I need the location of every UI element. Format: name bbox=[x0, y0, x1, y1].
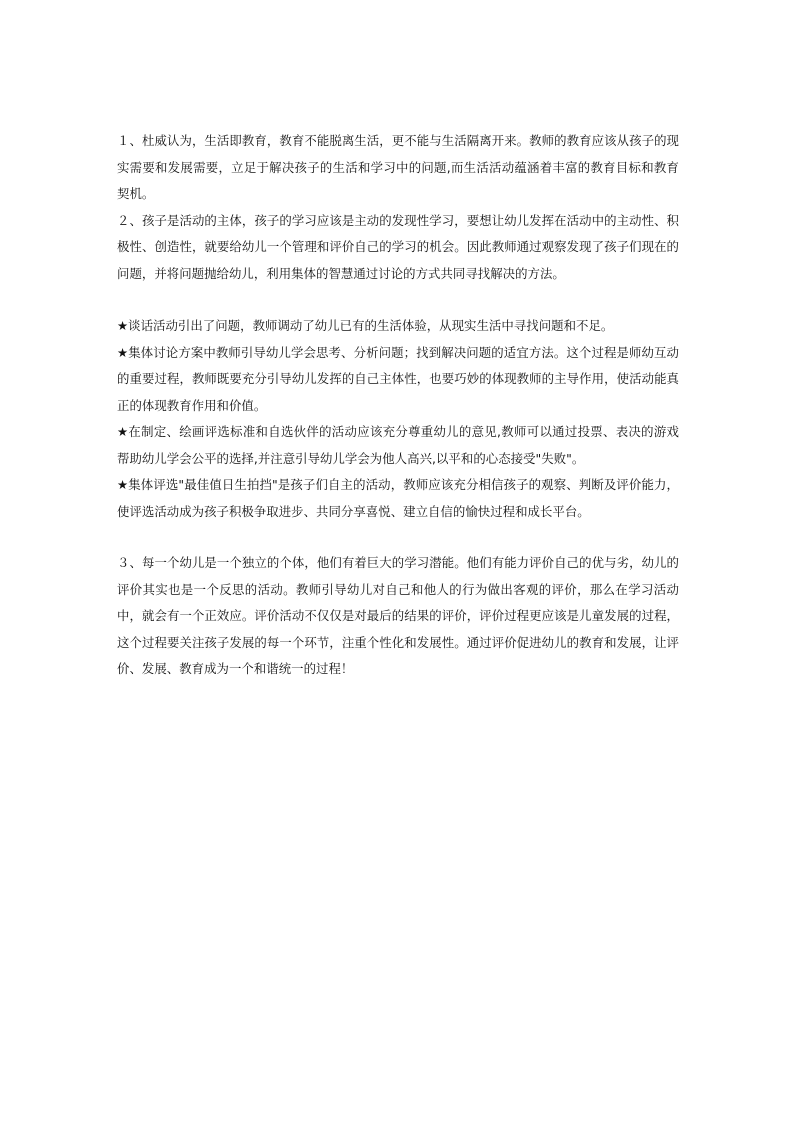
bullet-point-1: ★谈话活动引出了问题，教师调动了幼儿已有的生活体验，从现实生活中寻找问题和不足。 bbox=[117, 318, 614, 333]
bullet-point-3: ★在制定、绘画评选标准和自选伙伴的活动应该充分尊重幼儿的意见,教师可以通过投票、表决的游戏帮助幼儿学会公平的选择,并注意引导幼儿学会为他人高兴,以平和的心态接受"失败"。 bbox=[117, 424, 679, 466]
paragraph-spacer bbox=[117, 287, 679, 313]
bullet-point-2: ★集体讨论方案中教师引导幼儿学会思考、分析问题；找到解决问题的适宜方法。这个过程是师幼互动的重要过程，教师既要充分引导幼儿发挥的自己主体性，也要巧妙的体现教师的主导作用，使活动能真正的体现教育作用和价值。 bbox=[117, 344, 679, 413]
bullet-point-4: ★集体评选"最佳值日生拍挡"是孩子们自主的活动，教师应该充分相信孩子的观察、判断及评价能力，使评选活动成为孩子积极争取进步、共同分享喜悦、建立自信的愉快过程和成长平台。 bbox=[117, 477, 679, 519]
paragraph-3: ３、每一个幼儿是一个独立的个体，他们有着巨大的学习潜能。他们有能力评价自己的优与劣，幼儿的评价其实也是一个反思的活动。教师引导幼儿对自己和他人的行为做出客观的评价，那么在学习活动中，就会有一个正效应。评价活动不仅仅是对最后的结果的评价，评价过程更应该是儿童发展的过程，这个过程要关注孩子发展的每一个环节，注重个性化和发展性。通过评价促进幼儿的教育和发展，让评价、发展、教育成为一个和谐统一的过程！ bbox=[117, 555, 679, 676]
document-body bbox=[117, 128, 679, 683]
paragraph-spacer bbox=[117, 525, 679, 550]
paragraph-2: ２、孩子是活动的主体，孩子的学习应该是主动的发现性学习，要想让幼儿发挥在活动中的主动性、积极性、创造性，就要给幼儿一个管理和评价自己的学习的机会。因此教师通过观察发现了孩子们现在的问题，并将问题抛给幼儿，利用集体的智慧通过讨论的方式共同寻找解决的方法。 bbox=[117, 212, 679, 281]
paragraph-1: １、杜威认为，生活即教育，教育不能脱离生活，更不能与生活隔离开来。教师的教育应该从孩子的现实需要和发展需要，立足于解决孩子的生活和学习中的问题,而生活活动蕴涵着丰富的教育目标和教育契机。 bbox=[117, 133, 679, 201]
